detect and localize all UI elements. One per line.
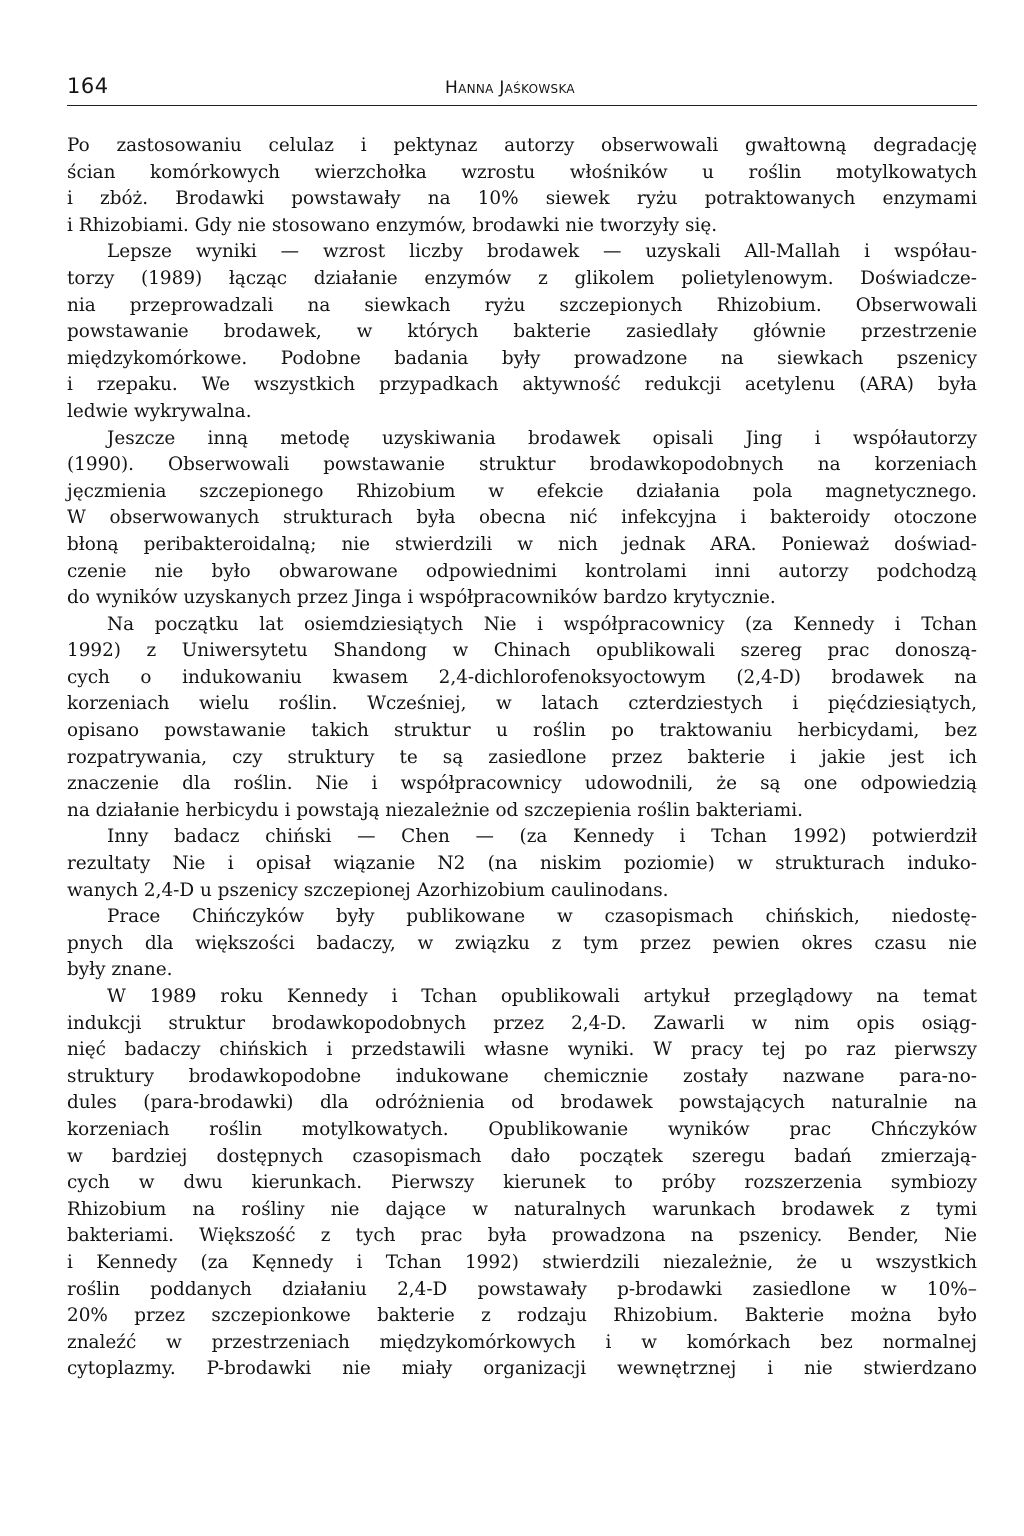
paragraph: [67, 904, 977, 984]
text-line: (1990). Obserwowali powstawanie struktur brodawkopodobnych na korzeniach: [67, 454, 977, 476]
text-line: 1992) z Uniwersytetu Shandong w Chinach opublikowali szereg prac donoszą-: [67, 640, 977, 662]
paragraph: [67, 239, 977, 425]
text-line: Prace Chińczyków były publikowane w czasopismach chińskich, niedostę-: [107, 906, 977, 928]
header-rule: [67, 105, 977, 106]
text-line: opisano powstawanie takich struktur u roślin po traktowaniu herbicydami, bez: [67, 720, 977, 742]
text-line: W obserwowanych strukturach była obecna nić infekcyjna i bakteroidy otoczone: [67, 507, 977, 529]
text-line: na działanie herbicydu i powstają niezależnie od szczepienia roślin bakteriami.: [67, 799, 803, 821]
page-header: [67, 74, 975, 104]
text-line: Rhizobium na rośliny nie dające w naturalnych warunkach brodawek z tymi: [67, 1198, 977, 1220]
text-line: bakteriami. Większość z tych prac była prowadzona na pszenicy. Bender, Nie: [67, 1225, 977, 1247]
paragraph: [67, 824, 977, 904]
text-line: korzeniach wielu roślin. Wcześniej, w latach czterdziestych i pięćdziesiątych,: [67, 693, 977, 715]
text-line: i zbóż. Brodawki powstawały na 10% siewek ryżu potraktowanych enzymami: [67, 188, 977, 210]
text-line: i Kennedy (za Kęnnedy i Tchan 1992) stwierdzili niezależnie, że u wszystkich: [67, 1251, 977, 1273]
text-line: czenie nie było obwarowane odpowiednimi kontrolami inni autorzy podchodzą: [67, 560, 977, 582]
text-line: i rzepaku. We wszystkich przypadkach aktywność redukcji acetylenu (ARA) była: [67, 374, 977, 396]
text-line: Lepsze wyniki — wzrost liczby brodawek — uzyskali All-Mallah i współau-: [107, 241, 977, 263]
text-line: ścian komórkowych wierzchołka wzrostu włośników u roślin motylkowatych: [67, 161, 977, 183]
paragraph: [67, 426, 977, 612]
text-line: do wyników uzyskanych przez Jinga i współpracowników bardzo krytycznie.: [67, 587, 776, 609]
text-line: roślin poddanych działaniu 2,4-D powstawały p-brodawki zasiedlone w 10%–: [67, 1278, 977, 1300]
text-line: nięć badaczy chińskich i przedstawili własne wyniki. W pracy tej po raz pierwszy: [67, 1039, 977, 1061]
running-head: Hanna Jaśkowska: [445, 78, 575, 98]
text-line: ledwie wykrywalna.: [67, 400, 252, 422]
text-line: 20% przez szczepionkowe bakterie z rodzaju Rhizobium. Bakterie można było: [67, 1305, 977, 1327]
text-line: rozpatrywania, czy struktury te są zasiedlone przez bakterie i jakie jest ich: [67, 746, 977, 768]
paragraph: [67, 612, 977, 825]
text-line: Na początku lat osiemdziesiątych Nie i współpracownicy (za Kennedy i Tchan: [107, 613, 977, 635]
text-line: torzy (1989) łącząc działanie enzymów z glikolem polietylenowym. Doświadcze-: [67, 267, 977, 289]
text-line: cych w dwu kierunkach. Pierwszy kierunek to próby rozszerzenia symbiozy: [67, 1172, 977, 1194]
text-line: wanych 2,4-D u pszenicy szczepionej Azorhizobium caulinodans.: [67, 879, 669, 901]
text-line: dules (para-brodawki) dla odróżnienia od brodawek powstających naturalnie na: [67, 1092, 977, 1114]
text-line: Jeszcze inną metodę uzyskiwania brodawek opisali Jing i współautorzy: [107, 427, 977, 449]
text-line: i Rhizobiami. Gdy nie stosowano enzymów, brodawki nie tworzyły się.: [67, 214, 718, 236]
text-line: w bardziej dostępnych czasopismach dało początek szeregu badań zmierzają-: [67, 1145, 977, 1167]
text-line: znaczenie dla roślin. Nie i współpracownicy udowodnili, że są one odpowiedzią: [67, 773, 977, 795]
text-line: były znane.: [67, 959, 173, 981]
page-number: 164: [67, 74, 109, 98]
text-line: Po zastosowaniu celulaz i pektynaz autorzy obserwowali gwałtowną degradację: [67, 135, 977, 156]
text-line: rezultaty Nie i opisał wiązanie N2 (na niskim poziomie) w strukturach induko-: [67, 853, 977, 875]
text-line: Inny badacz chiński — Chen — (za Kennedy i Tchan 1992) potwierdził: [107, 826, 977, 848]
text-line: powstawanie brodawek, w których bakterie zasiedlały głównie przestrzenie: [67, 321, 977, 343]
text-line: indukcji struktur brodawkopodobnych przez 2,4-D. Zawarli w nim opis osiąg-: [67, 1012, 977, 1034]
text-line: błoną peribakteroidalną; nie stwierdzili w nich jednak ARA. Ponieważ doświad-: [67, 533, 977, 555]
body-text: [67, 133, 977, 1383]
paragraph: [67, 984, 977, 1383]
text-line: cych o indukowaniu kwasem 2,4-dichlorofenoksyoctowym (2,4-D) brodawek na: [67, 666, 977, 688]
text-line: nia przeprowadzali na siewkach ryżu szczepionych Rhizobium. Obserwowali: [67, 294, 977, 316]
text-line: jęczmienia szczepionego Rhizobium w efekcie działania pola magnetycznego.: [67, 480, 977, 502]
text-line: korzeniach roślin motylkowatych. Opublikowanie wyników prac Chńczyków: [67, 1118, 977, 1140]
text-line: międzykomórkowe. Podobne badania były prowadzone na siewkach pszenicy: [67, 347, 977, 369]
paragraph: [67, 133, 977, 239]
text-line: struktury brodawkopodobne indukowane chemicznie zostały nazwane para-no-: [67, 1065, 977, 1087]
text-line: znaleźć w przestrzeniach międzykomórkowych i w komórkach bez normalnej: [67, 1331, 977, 1353]
text-line: W 1989 roku Kennedy i Tchan opublikowali artykuł przeglądowy na temat: [107, 986, 977, 1007]
text-line: pnych dla większości badaczy, w związku z tym przez pewien okres czasu nie: [67, 932, 977, 954]
text-line: cytoplazmy. P-brodawki nie miały organizacji wewnętrznej i nie stwierdzano: [67, 1358, 977, 1380]
